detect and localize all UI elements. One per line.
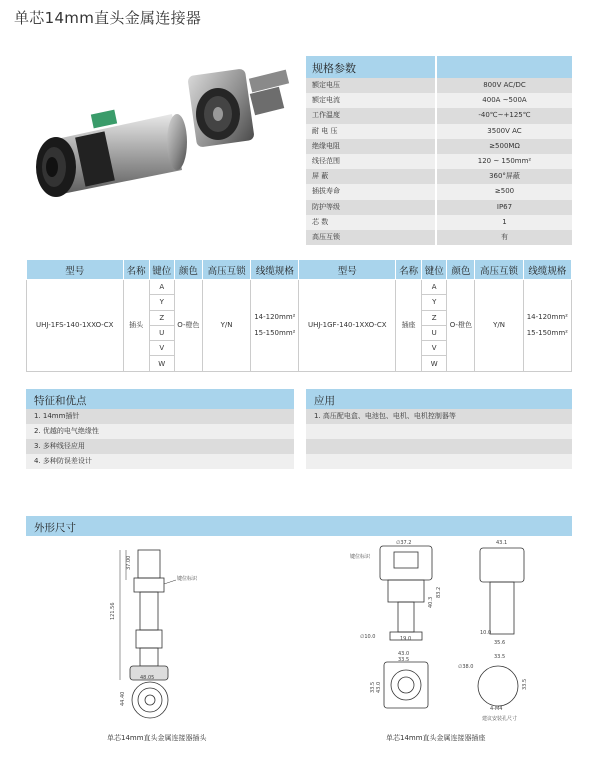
plug-cable-2: 15-150mm² <box>254 329 296 338</box>
col-header: 线缆规格 <box>523 260 571 280</box>
spec-row <box>306 108 572 123</box>
col-header: 型号 <box>299 260 396 280</box>
plug-len-label: 121.56 <box>110 602 116 620</box>
spec-key: 屏 蔽 <box>306 169 437 184</box>
col-header: 键位 <box>149 260 174 280</box>
key-cell: W <box>149 356 174 371</box>
plug-name: 插头 <box>123 280 149 372</box>
socket-d2-label: ∅10.0 <box>360 634 376 640</box>
side-l-label: 10.0 <box>480 630 492 636</box>
spec-row <box>306 230 572 245</box>
plug-shape <box>138 550 160 578</box>
socket-cable-2: 15-150mm² <box>526 329 568 338</box>
col-header: 高压互锁 <box>475 260 523 280</box>
col-header: 键位 <box>422 260 447 280</box>
applications-section <box>306 389 572 469</box>
key-cell: U <box>422 325 447 340</box>
plug-hvil: Y/N <box>202 280 250 372</box>
list-item: 1. 14mm插针 <box>26 409 294 424</box>
key-cell: A <box>149 280 174 295</box>
features-header: 特征和优点 <box>26 389 294 409</box>
plug-h2-label: 44.40 <box>120 691 126 706</box>
spec-value: IP67 <box>437 200 572 215</box>
socket-b1-label: 43.0 <box>398 651 410 657</box>
spec-row <box>306 184 572 199</box>
col-header: 线缆规格 <box>251 260 299 280</box>
spec-key: 插拔寿命 <box>306 184 437 199</box>
col-header: 颜色 <box>447 260 475 280</box>
spec-key: 防护等级 <box>306 200 437 215</box>
spec-row <box>306 169 572 184</box>
page-title: 单芯14mm直头金属连接器 <box>14 9 202 27</box>
col-header: 名称 <box>123 260 149 280</box>
socket-cable-1: 14-120mm² <box>526 313 568 322</box>
spec-value: -40℃~+125℃ <box>437 108 572 123</box>
list-item <box>306 454 572 469</box>
socket-b2-label: 33.5 <box>398 657 410 663</box>
socket-cable <box>523 280 571 372</box>
side-b-label: 35.6 <box>494 640 506 646</box>
spec-key: 额定电压 <box>306 78 437 93</box>
spec-value: ≥500 <box>437 184 572 199</box>
plug-cable <box>251 280 299 372</box>
socket-d1-label: ∅37.2 <box>396 540 412 546</box>
spec-row <box>306 154 572 169</box>
col-header: 名称 <box>396 260 422 280</box>
key-cell: V <box>149 341 174 356</box>
mount-h-label: 33.5 <box>522 678 528 690</box>
socket-hvil: Y/N <box>475 280 523 372</box>
socket-b4-label: 43.0 <box>376 681 382 693</box>
spec-row <box>306 215 572 230</box>
features-section <box>26 389 294 469</box>
socket-h2-label: 40.3 <box>428 596 434 608</box>
socket-model: UHJ-1GF-140-1XXO-CX <box>299 280 396 372</box>
spec-table <box>306 56 572 245</box>
socket-key-label: 键位标识 <box>350 554 371 560</box>
plug-shape <box>134 578 164 592</box>
key-cell: Y <box>422 295 447 310</box>
socket-caption: 单芯14mm直头金属连接器插座 <box>386 734 486 742</box>
key-cell: U <box>149 325 174 340</box>
spec-row <box>306 124 572 139</box>
spec-value: ≥500MΩ <box>437 139 572 154</box>
model-table-header <box>27 260 572 280</box>
plug-key-label: 键位标识 <box>177 576 198 582</box>
side-w-label: 43.1 <box>496 540 508 546</box>
col-header: 颜色 <box>174 260 202 280</box>
plug-caption: 单芯14mm直头金属连接器插头 <box>107 734 207 742</box>
plug-model: UHJ-1FS-140-1XXO-CX <box>27 280 124 372</box>
spec-value: 800V AC/DC <box>437 78 572 93</box>
spec-value: 400A ~500A <box>437 93 572 108</box>
plug-w-label: 37.00 <box>126 555 132 570</box>
key-cell: V <box>422 341 447 356</box>
list-item <box>306 439 572 454</box>
list-item: 3. 多种线径应用 <box>26 439 294 454</box>
product-photo <box>22 44 292 214</box>
mount-w-label: 33.5 <box>494 654 506 660</box>
socket-image <box>187 68 289 147</box>
list-item: 4. 多种防误差设计 <box>26 454 294 469</box>
key-cell: Z <box>422 310 447 325</box>
plug-drawing <box>100 540 230 740</box>
socket-drawing <box>340 538 560 728</box>
spec-row <box>306 139 572 154</box>
spec-value: 1 <box>437 215 572 230</box>
mount-d-label: ∅38.0 <box>458 664 474 670</box>
key-cell: W <box>422 356 447 371</box>
key-cell: Z <box>149 310 174 325</box>
list-item <box>306 424 572 439</box>
col-header: 高压互锁 <box>202 260 250 280</box>
spec-key: 额定电流 <box>306 93 437 108</box>
socket-h1-label: 83.2 <box>436 586 442 598</box>
socket-b3-label: 33.5 <box>370 681 376 693</box>
plug-cable-1: 14-120mm² <box>254 313 296 322</box>
spec-key: 绝缘电阻 <box>306 139 437 154</box>
spec-row <box>306 200 572 215</box>
spec-key: 芯 数 <box>306 215 437 230</box>
key-cell: A <box>422 280 447 295</box>
list-item: 2. 优越的电气绝缘性 <box>26 424 294 439</box>
spec-value: 360°屏蔽 <box>437 169 572 184</box>
spec-row <box>306 93 572 108</box>
socket-name: 插座 <box>396 280 422 372</box>
mount-caption: 建议安装孔尺寸 <box>482 716 518 722</box>
spec-value: 120 ~ 150mm² <box>437 154 572 169</box>
spec-key: 工作温度 <box>306 108 437 123</box>
spec-key: 高压互锁 <box>306 230 437 245</box>
plug-color: O-橙色 <box>174 280 202 372</box>
model-table <box>26 259 572 372</box>
col-header: 型号 <box>27 260 124 280</box>
list-item: 1. 高压配电盒、电池包、电机、电机控制器等 <box>306 409 572 424</box>
mount-screw-label: 4-M4 <box>490 706 503 712</box>
spec-value: 有 <box>437 230 572 245</box>
socket-w-label: 19.0 <box>400 636 412 642</box>
spec-row <box>306 78 572 93</box>
plug-image <box>36 110 187 197</box>
socket-color: O-橙色 <box>447 280 475 372</box>
spec-key: 线径范围 <box>306 154 437 169</box>
plug-h1-label: 48.05 <box>140 675 155 681</box>
spec-key: 耐 电 压 <box>306 124 437 139</box>
key-cell: Y <box>149 295 174 310</box>
spec-value: 3500V AC <box>437 124 572 139</box>
applications-header: 应用 <box>306 389 572 409</box>
dims-header: 外形尺寸 <box>26 516 572 536</box>
table-row <box>27 280 572 295</box>
spec-header: 规格参数 <box>306 56 437 78</box>
